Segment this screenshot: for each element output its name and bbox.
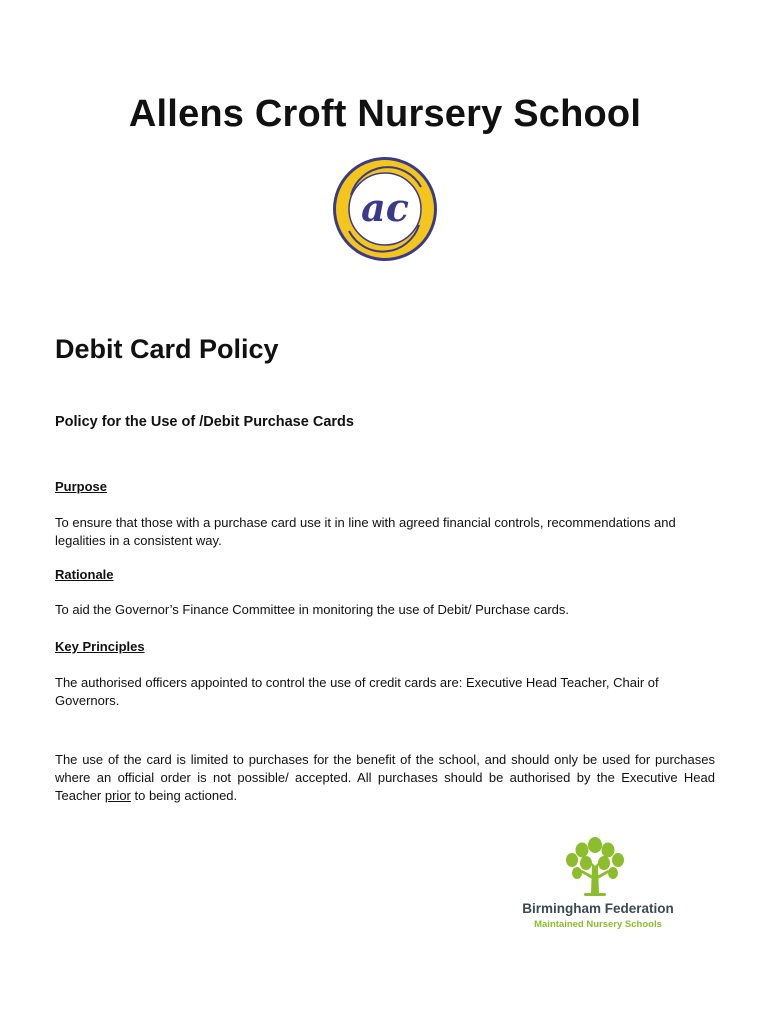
key-principles-text-2-end: to being actioned. [130, 788, 238, 803]
key-principles-text-2-start: The use of the card is limited to purchases for the benefit of the school, and should only be used for purchases where an official order is not possible/ accepted. All purchases should be authorised by the Executive Head Teacher [55, 752, 715, 803]
federation-tagline: Maintained Nursery Schools [534, 919, 662, 930]
document-title: Debit Card Policy [55, 334, 279, 364]
school-crest-logo [331, 155, 439, 263]
school-name-heading: Allens Croft Nursery School [128, 93, 642, 135]
key-principles-text-2 [55, 751, 715, 805]
crest-letters: ac [361, 185, 409, 230]
purpose-heading: Purpose [55, 479, 108, 494]
key-principles-text-1: The authorised officers appointed to control the use of credit cards are: Executive Head Teacher, Chair of Governors. [55, 675, 659, 708]
rationale-heading: Rationale [55, 567, 114, 582]
rationale-text: To aid the Governor’s Finance Committee in monitoring the use of Debit/ Purchase cards. [55, 602, 569, 617]
purpose-text: To ensure that those with a purchase card use it in line with agreed financial controls, recommendations and legalities in a consistent way. [55, 515, 676, 548]
document-subtitle: Policy for the Use of /Debit Purchase Cards [55, 414, 354, 430]
federation-tree-icon [558, 836, 632, 898]
key-principles-heading: Key Principles [55, 639, 145, 654]
federation-name: Birmingham Federation [522, 901, 674, 916]
prior-emphasis: prior [104, 788, 131, 803]
